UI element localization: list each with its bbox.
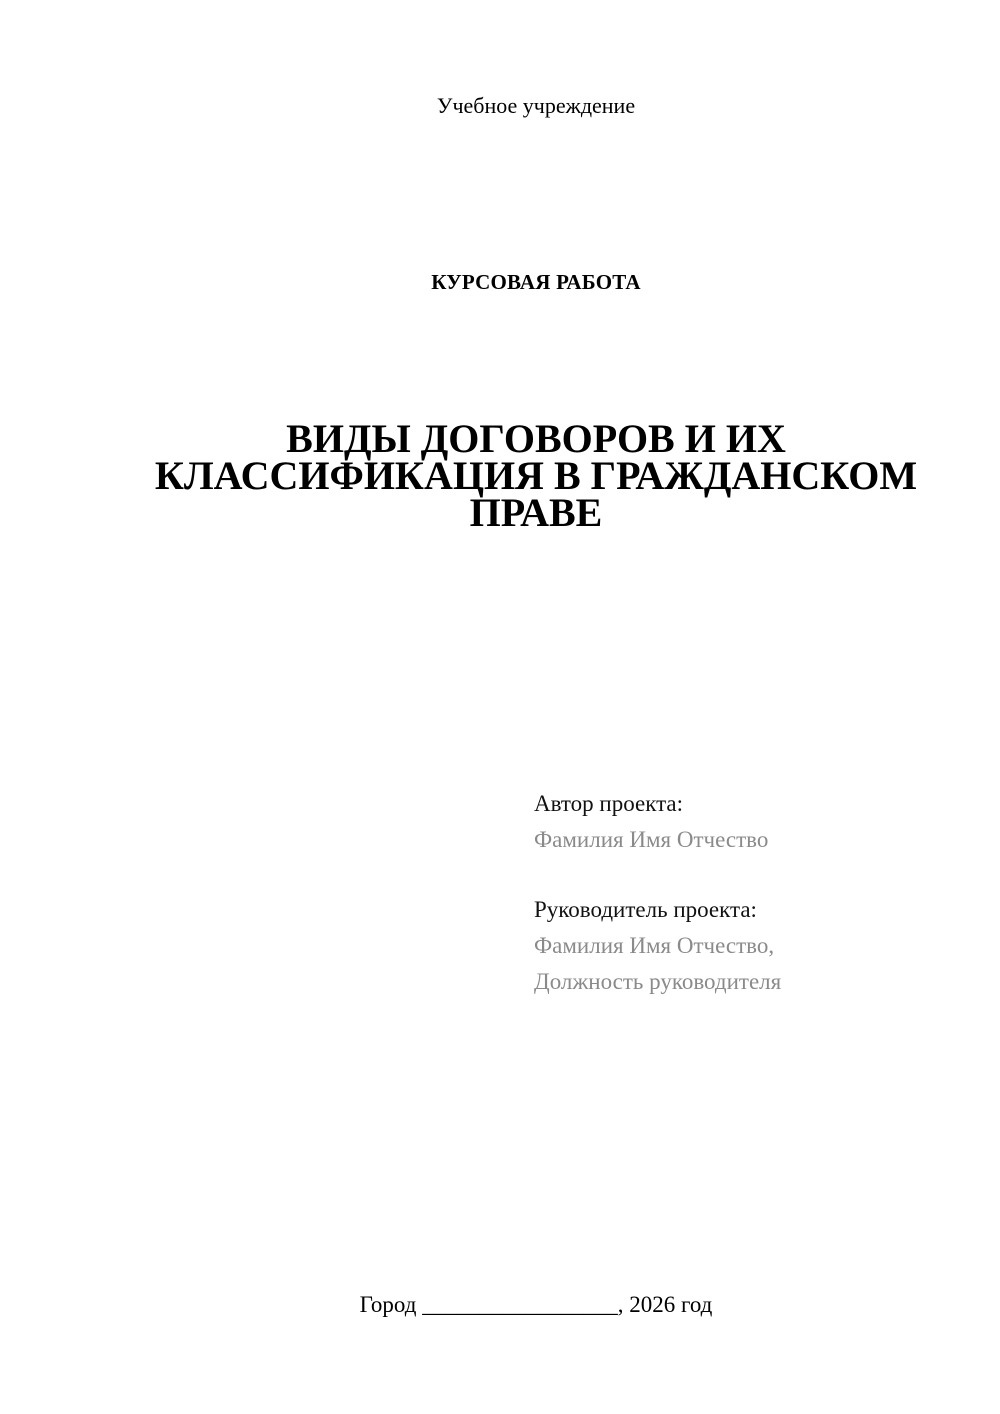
supervisor-label: Руководитель проекта: xyxy=(534,897,757,922)
spacer xyxy=(534,858,974,892)
credits-block xyxy=(534,786,974,1000)
title-line-3: ПРАВЕ xyxy=(469,490,603,535)
title-line-1: ВИДЫ ДОГОВОРОВ И ИХ xyxy=(286,416,786,461)
title-line-2: КЛАССИФИКАЦИЯ В ГРАЖДАНСКОМ xyxy=(154,453,918,498)
city-year-line: Город _________________, 2026 год xyxy=(359,1292,713,1317)
institution-name: Учебное учреждение xyxy=(436,93,636,118)
author-name: Фамилия Имя Отчество xyxy=(534,827,769,852)
supervisor-position: Должность руководителя xyxy=(534,969,782,994)
author-label: Автор проекта: xyxy=(534,791,683,816)
document-title xyxy=(100,416,972,535)
document-type: КУРСОВАЯ РАБОТА xyxy=(431,270,641,294)
supervisor-name: Фамилия Имя Отчество, xyxy=(534,933,775,958)
